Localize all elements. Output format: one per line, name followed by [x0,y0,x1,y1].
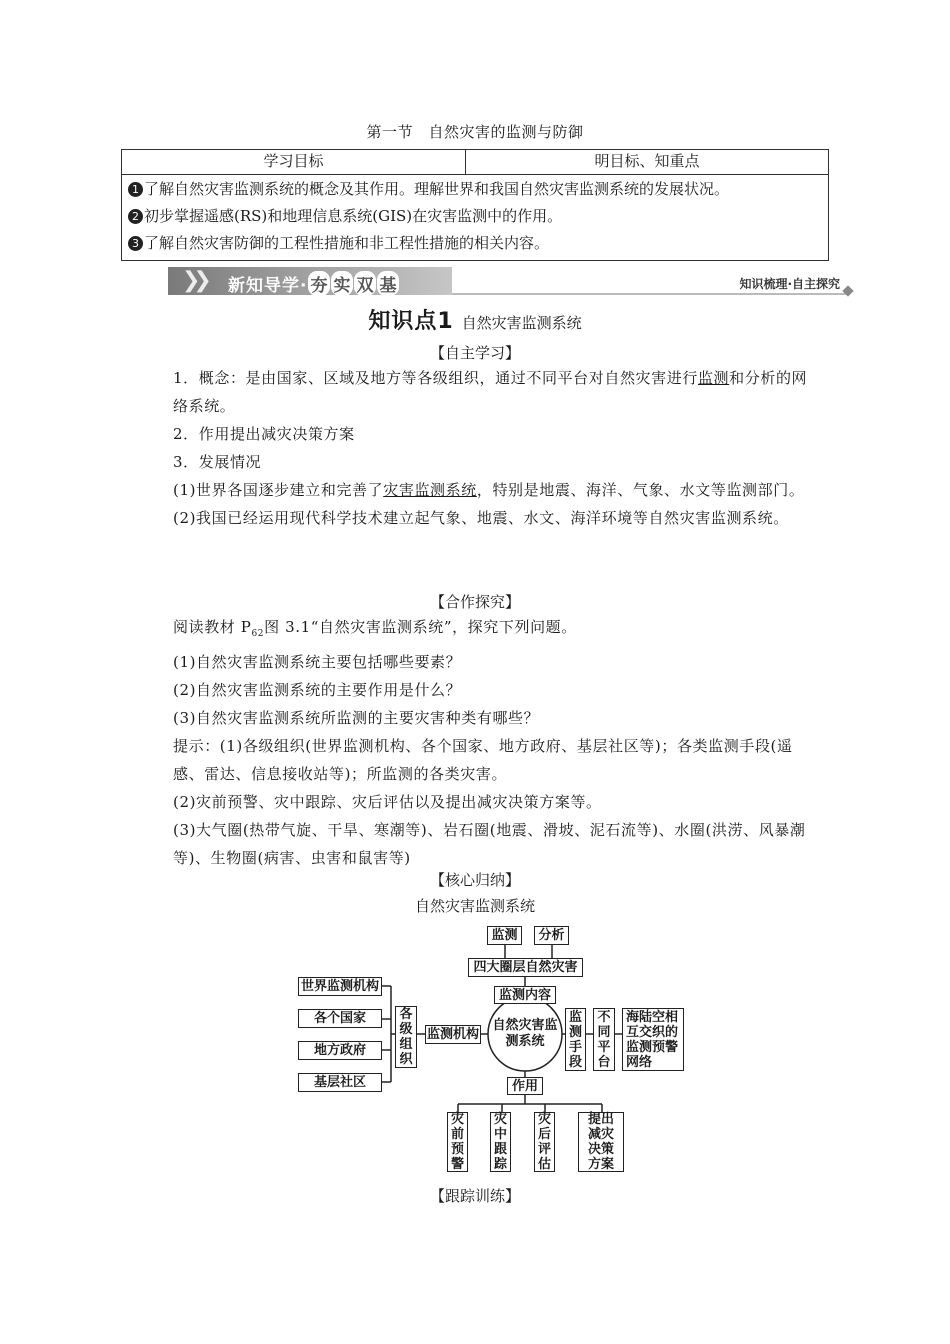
means-box: 监测手段 [565,1008,586,1071]
section-banner [168,267,854,297]
role-item-box: 灾后评估 [534,1112,555,1172]
section-title: 第一节 自然灾害的监测与防御 [366,123,584,141]
agency-box: 监测机构 [426,1027,479,1042]
org-box: 世界监测机构 [298,977,382,996]
circled-number: 2 [128,209,143,224]
answer-1: 提示：(1)各级组织(世界监测机构、各个国家、地方政府、基层社区等)；各类监测手段(遥感、雷达、信息接收站等)；所监测的各类灾害。 [173,737,793,783]
goals-header-right: 明目标、知重点 [594,152,700,170]
self-study-body [148,364,818,532]
goals-table-header [122,150,828,175]
knowledge-point-heading [0,304,950,335]
banner-title-bar [168,267,452,295]
goal-item [128,178,729,199]
goal-item [128,232,549,253]
role-item-box: 提出减灾决策方案 [578,1112,624,1172]
role-item-box: 灾中跟踪 [490,1112,511,1172]
goal-item [128,205,562,226]
development-paragraph: 3．发展情况 [173,453,262,471]
analyze-box: 分析 [534,926,569,945]
platforms-box: 不同平台 [593,1008,615,1071]
four-spheres-box: 四大圈层自然灾害 [468,958,583,977]
tracking-heading: 【跟踪训练】 [429,1187,520,1205]
banner-title: 新知导学· 夯 实 双 基 [228,271,399,296]
monitor-box: 监测 [487,926,522,945]
role-box: 作用 [507,1077,543,1095]
goal-text: 初步掌握遥感(RS)和地理信息系统(GIS)在灾害监测中的作用。 [144,207,563,225]
org-box: 基层社区 [298,1073,382,1092]
knowledge-point-label: 知识点1 [368,309,454,334]
core-heading: 【核心归纳】 [429,871,520,889]
coop-intro: 阅读教材 $P_{62}$图 3.1“自然灾害监测系统”，探究下列问题。 [173,618,577,639]
levels-box: 各级组织 [395,1006,417,1068]
answer-3: (3)大气圈(热带气旋、干旱、寒潮等)、岩石圈(地震、滑坡、泥石流等)、水圈(洪涝、风暴潮等)、生物圈(病害、虫害和鼠害等) [173,821,806,867]
banner-subtitle: 知识梳理·自主探究 [739,277,840,291]
goals-header-left: 学习目标 [122,150,466,174]
monitoring-system-diagram [295,922,690,1177]
china-development-paragraph: (2)我国已经运用现代科学技术建立起气象、地震、水文、海洋环境等自然灾害监测系统。 [173,509,789,527]
answer-2: (2)灾前预警、灾中跟踪、灾后评估以及提出减灾决策方案等。 [173,793,602,811]
role-item-box: 灾前预警 [447,1112,468,1172]
self-study-heading: 【自主学习】 [429,344,520,362]
role-paragraph: 2．作用提出减灾决策方案 [173,425,355,443]
question-1: (1)自然灾害监测系统主要包括哪些要素？ [173,653,462,671]
double-chevron-icon: ❯❯ [182,268,205,293]
banner-divider [452,293,846,295]
network-box: 海陆空相互交织的监测预警网络 [622,1008,684,1071]
coop-heading: 【合作探究】 [429,593,520,611]
world-development-paragraph: (1)世界各国逐步建立和完善了灾害监测系统，特别是地震、海洋、气象、水文等监测部门。 [173,481,805,499]
diagram-title: 自然灾害监测系统 [414,897,535,915]
question-2: (2)自然灾害监测系统的主要作用是什么？ [173,681,462,699]
concept-paragraph: 1．概念：是由国家、区域及地方等各级组织，通过不同平台对自然灾害进行监测和分析的网络系统。 [173,369,808,415]
circled-number: 1 [128,182,143,197]
knowledge-point-title: 自然灾害监测系统 [461,314,582,332]
goal-text: 了解自然灾害监测系统的概念及其作用。理解世界和我国自然灾害监测系统的发展状况。 [144,180,730,198]
circled-number: 3 [128,236,143,251]
org-box: 地方政府 [298,1041,382,1060]
coop-body [148,613,818,872]
org-box: 各个国家 [298,1009,382,1028]
question-3: (3)自然灾害监测系统所监测的主要灾害种类有哪些？ [173,709,540,727]
content-box: 监测内容 [494,986,556,1004]
center-node-label: 自然灾害监测系统 [492,1018,558,1049]
goals-table [121,149,829,261]
goal-text: 了解自然灾害防御的工程性措施和非工程性措施的相关内容。 [144,234,550,252]
